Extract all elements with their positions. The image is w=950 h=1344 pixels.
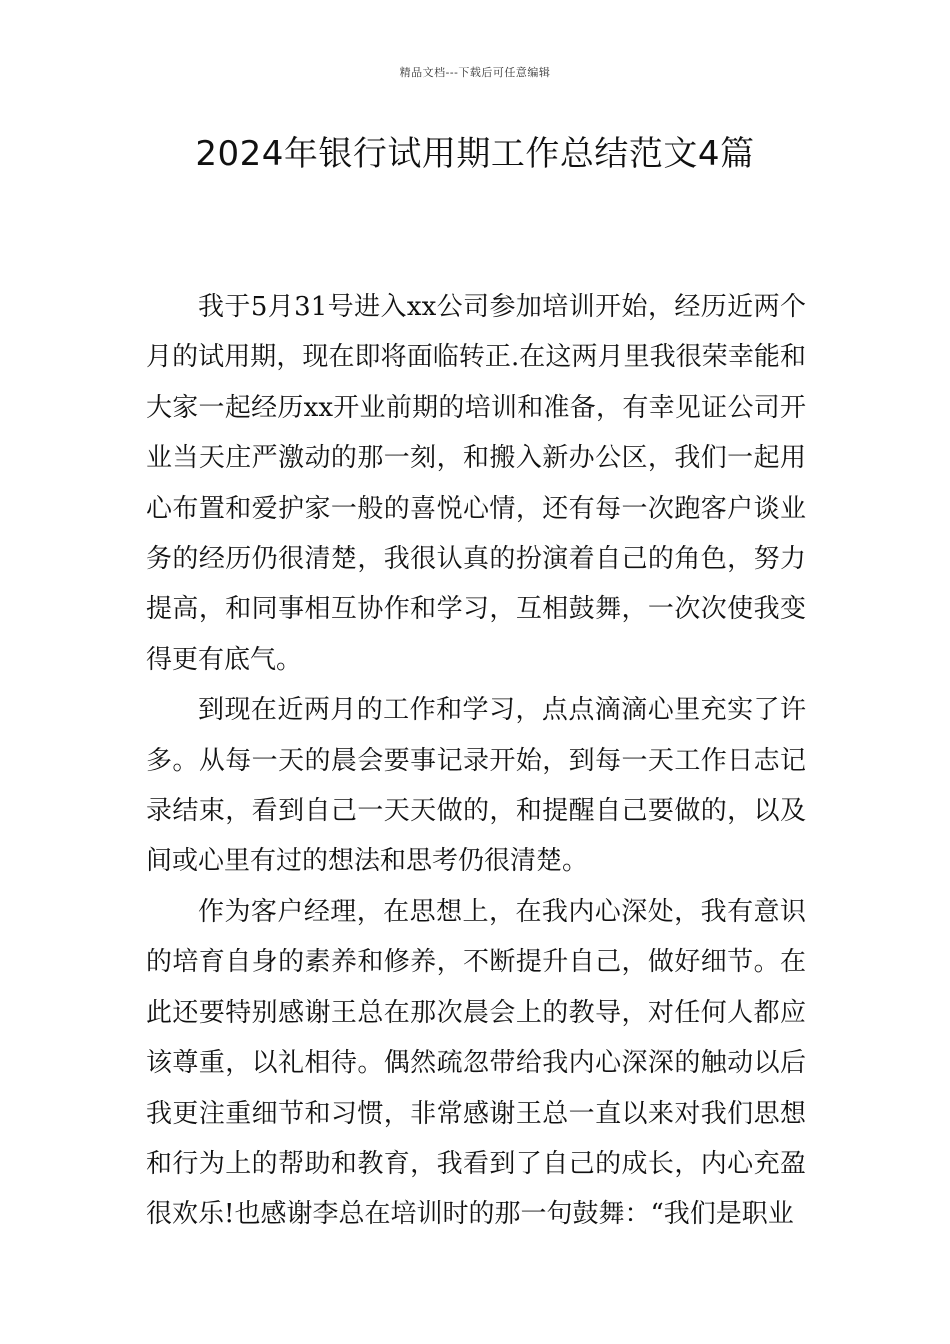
body-text: [146, 282, 806, 1240]
paragraph-3: 作为客户经理，在思想上，在我内心深处，我有意识的培育自身的素养和修养，不断提升自己，做好细节。在此还要特别感谢王总在那次晨会上的教导，对任何人都应该尊重，以礼相待。偶然疏忽带给我内心深深的触动以后我更注重细节和习惯，非常感谢王总一直以来对我们思想和行为上的帮助和教育，我看到了自己的成长，内心充盈很欢乐!也感谢李总在培训时的那一句鼓舞：“我们是职业: [146, 896, 806, 1230]
paragraph-2: 到现在近两月的工作和学习，点点滴滴心里充实了许多。从每一天的晨会要事记录开始，到每一天工作日志记录结束，看到自己一天天做的，和提醒自己要做的，以及间或心里有过的想法和思考仍很清楚。: [146, 695, 806, 877]
paragraph-1: 我于5月31号进入xx公司参加培训开始，经历近两个月的试用期，现在即将面临转正.在这两月里我很荣幸能和大家一起经历xx开业前期的培训和准备，有幸见证公司开业当天庄严激动的那一刻，和搬入新办公区，我们一起用心布置和爱护家一般的喜悦心情，还有每一次跑客户谈业务的经历仍很清楚，我很认真的扮演着自己的角色，努力提高，和同事相互协作和学习，互相鼓舞，一次次使我变得更有底气。: [146, 292, 806, 675]
header-note: 精品文档---下载后可任意编辑: [399, 66, 551, 79]
document-title: 2024年银行试用期工作总结范文4篇: [195, 134, 755, 174]
